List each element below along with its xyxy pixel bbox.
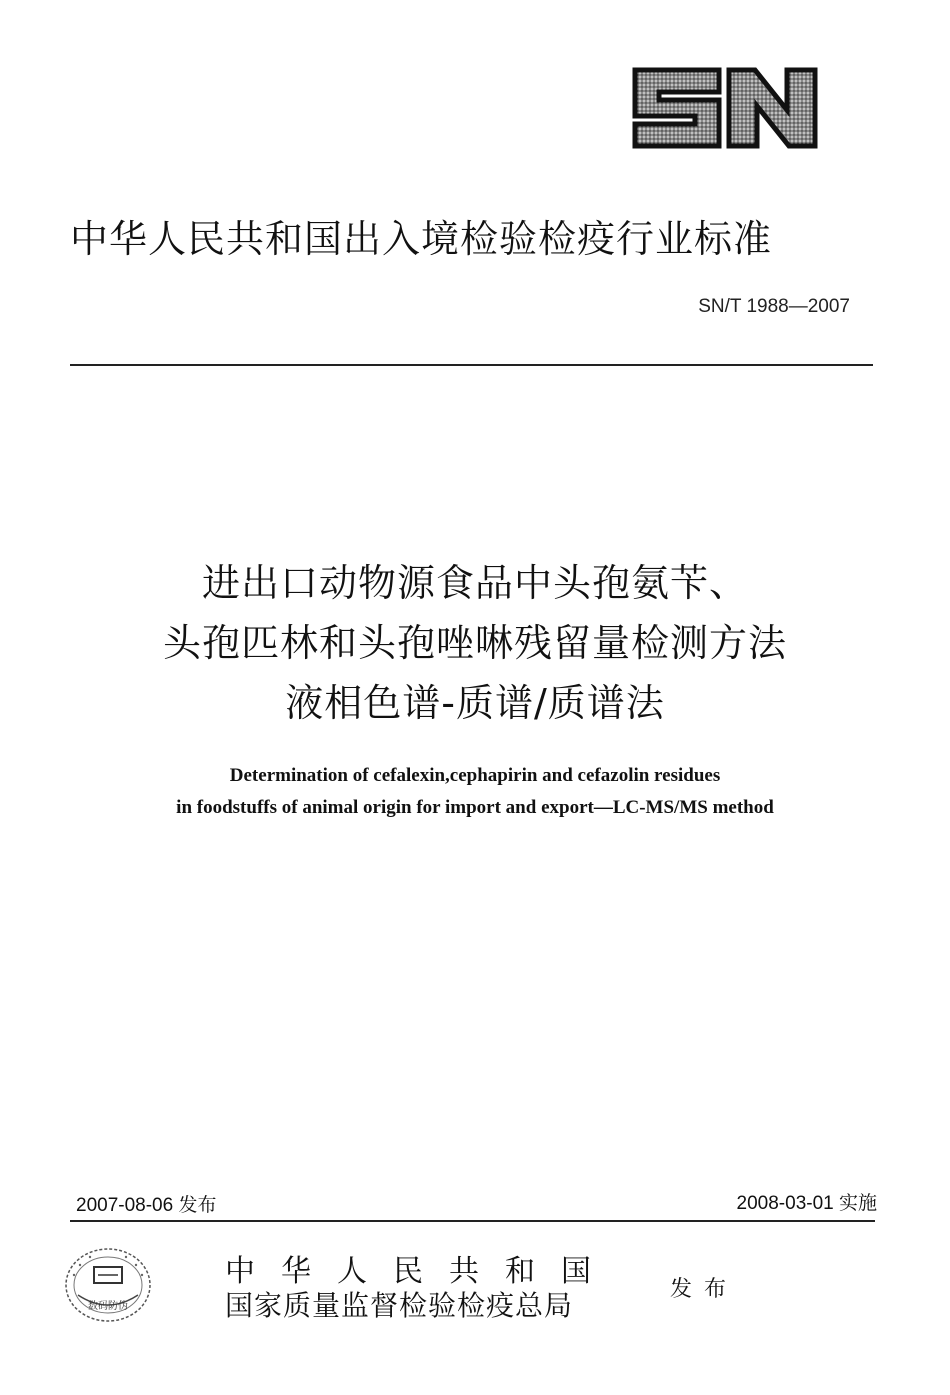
title-english bbox=[0, 760, 950, 824]
title-en-line: Determination of cefalexin,cephapirin and cefazolin residues bbox=[229, 765, 721, 786]
organization-standard-heading: 中华人民共和国出入境检验检疫行业标准 bbox=[70, 217, 773, 261]
sn-logo bbox=[627, 60, 822, 156]
issuer-agency: 国家质量监督检验检疫总局 bbox=[225, 1289, 574, 1322]
header-divider bbox=[70, 364, 873, 366]
standard-code: SN/T 1988—2007 bbox=[698, 296, 850, 317]
anti-counterfeit-seal-icon bbox=[60, 1245, 156, 1331]
title-cn-line: 液相色谱-质谱/质谱法 bbox=[285, 681, 665, 725]
title-cn-line: 头孢匹林和头孢唑啉残留量检测方法 bbox=[162, 621, 787, 665]
effective-date: 2008-03-01 实施 bbox=[736, 1193, 877, 1214]
seal-label: 数码防伪 bbox=[88, 1301, 128, 1312]
title-en-line: in foodstuffs of animal origin for import and export—LC-MS/MS method bbox=[176, 797, 774, 818]
issuer-country: 中华人民共和国 bbox=[225, 1254, 617, 1289]
issuer-block bbox=[225, 1255, 617, 1323]
footer-divider bbox=[70, 1220, 875, 1222]
title-cn-line: 进出口动物源食品中头孢氨苄、 bbox=[201, 561, 748, 605]
issue-verb: 发布 bbox=[670, 1277, 739, 1302]
issue-date: 2007-08-06 发布 bbox=[76, 1195, 217, 1216]
title-chinese bbox=[0, 553, 950, 733]
